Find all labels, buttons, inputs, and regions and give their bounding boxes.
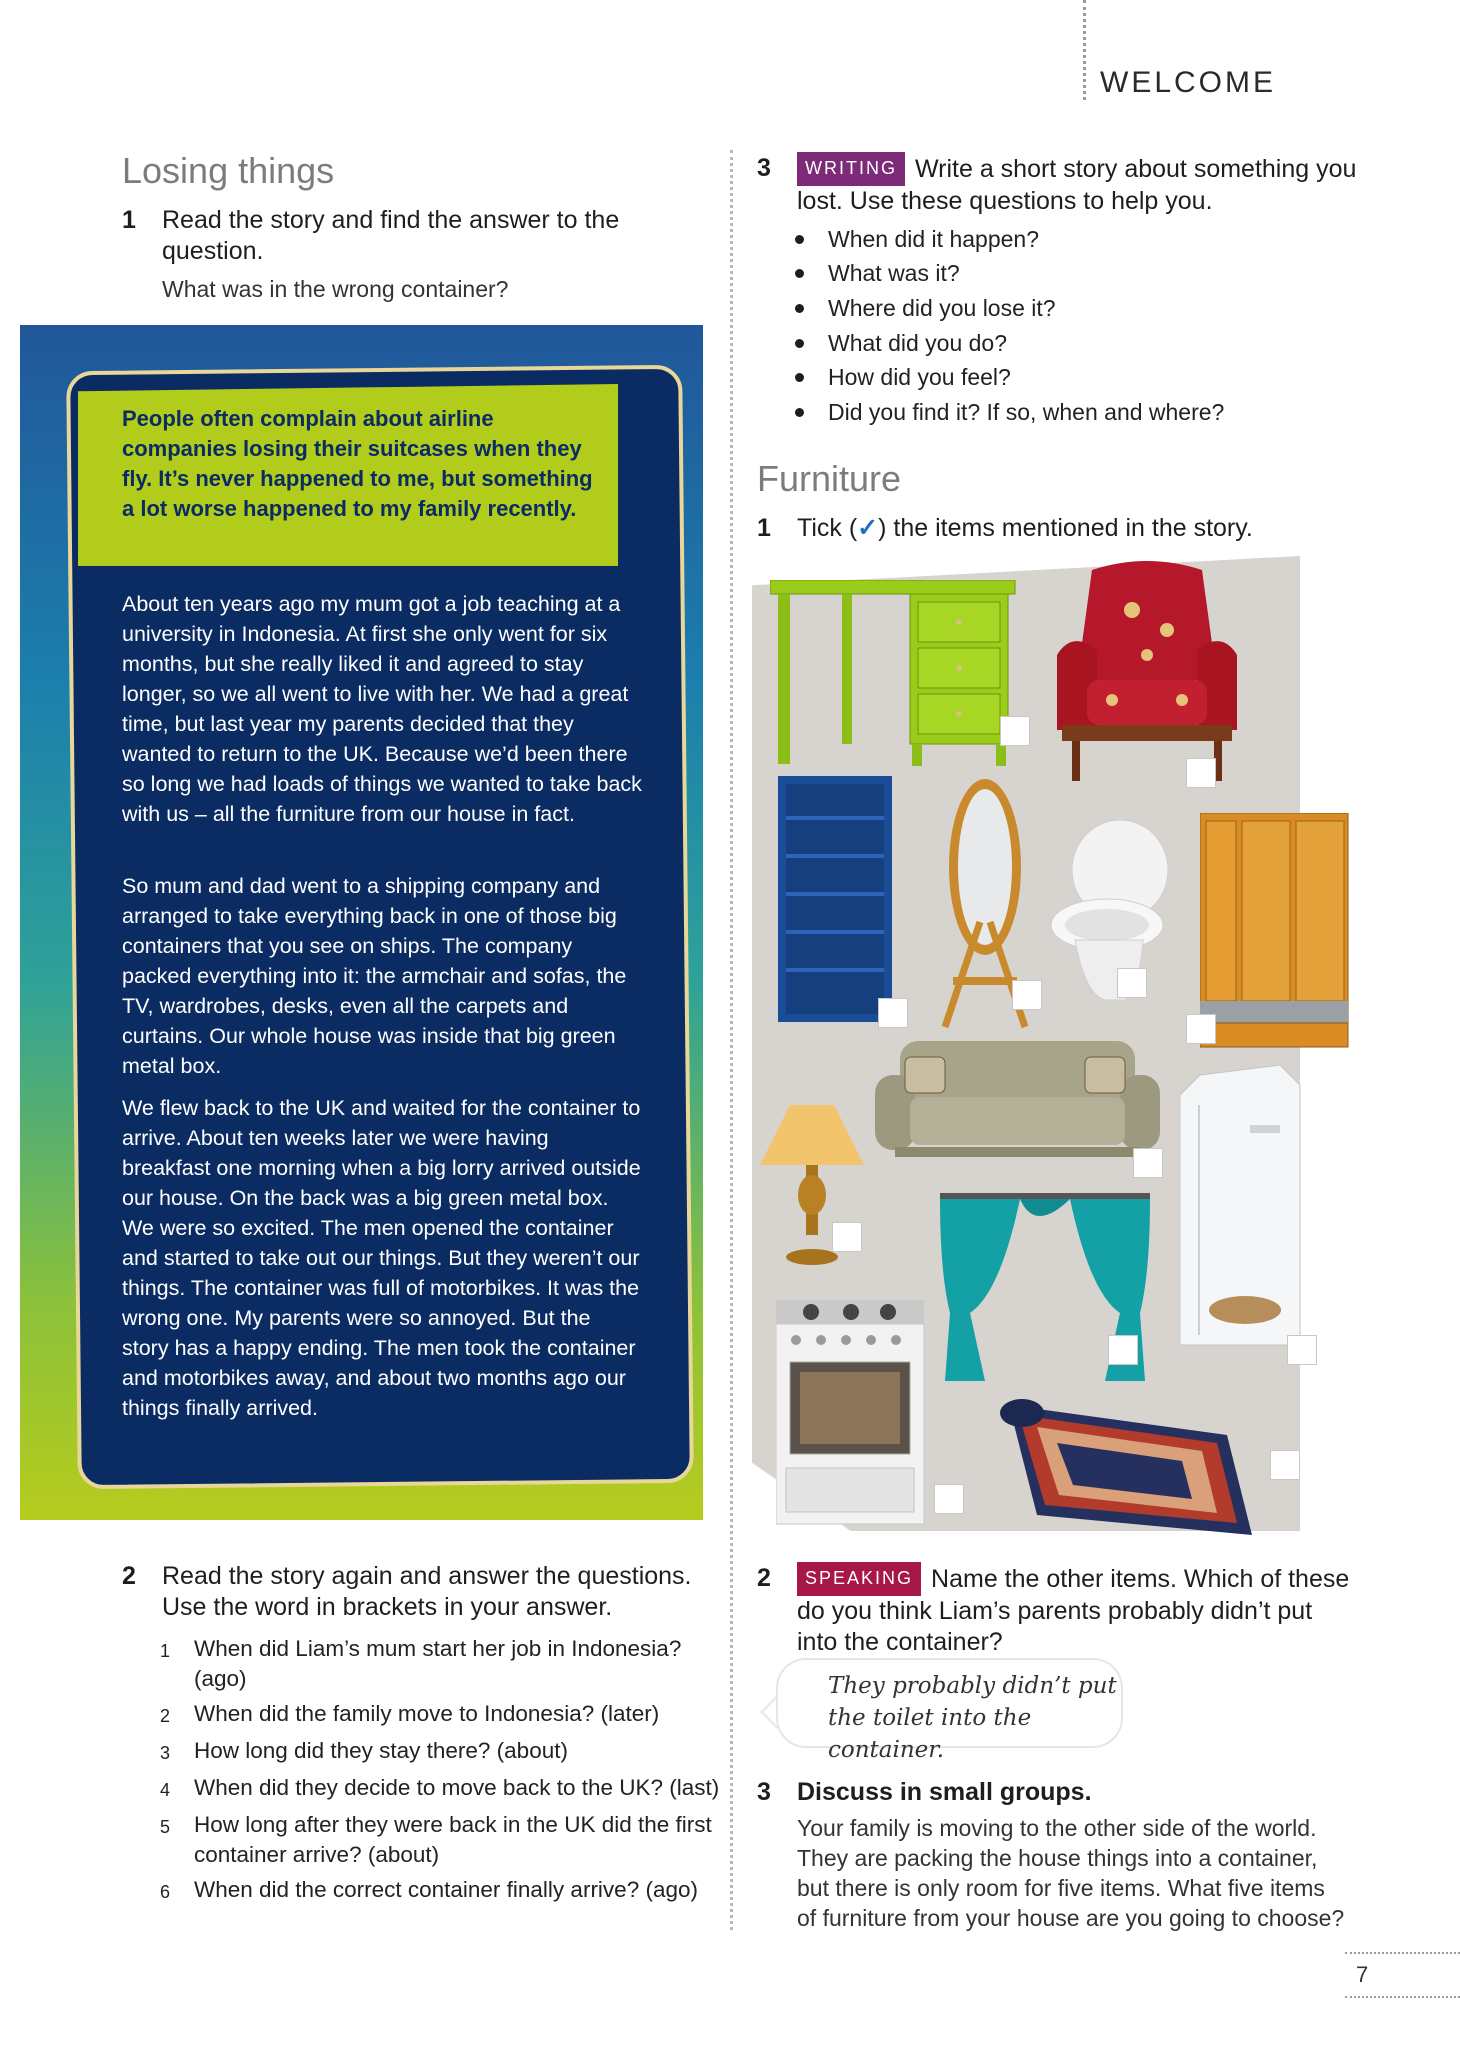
- writing-exercise-number: 3: [757, 154, 771, 182]
- story-paragraph-1: About ten years ago my mum got a job teaching at a university in Indonesia. At first she only went for six months, but she really liked it and agreed to stay longer, so we all went to live with her. We had a great time, but last year my parents decided that they wanted to return to the UK. Because we’d been there so long we had loads of things we wanted to take back with us – all the furniture from our house in fact.: [122, 592, 642, 826]
- tick-box-cooker[interactable]: [934, 1484, 964, 1514]
- shower-image: [1180, 1065, 1302, 1355]
- exercise-1-number: 1: [122, 206, 136, 234]
- header-divider: [1083, 0, 1086, 100]
- tick-box-shower[interactable]: [1287, 1335, 1317, 1365]
- tick-box-curtains[interactable]: [1108, 1335, 1138, 1365]
- speech-bubble-text: They probably didn’t put the toilet into the container.: [828, 1673, 1117, 1763]
- exercise-2-questions: [160, 1634, 720, 1912]
- tick-box-lamp[interactable]: [832, 1222, 862, 1252]
- page-number-rule-bottom: [1345, 1996, 1460, 1998]
- tick-box-desk[interactable]: [1000, 716, 1030, 746]
- exercise-1-question: What was in the wrong container?: [162, 276, 509, 302]
- story-paragraph-2: So mum and dad went to a shipping company and arranged to take everything back in one of those big containers that you see on ships. The company packed everything into it: the armchair and sofas, the TV, wardrobes, desks, even all the carpets and curtains. Our whole house was inside that big green metal box.: [122, 874, 627, 1078]
- question-item: 2 When did the family move to Indonesia? (later): [160, 1701, 660, 1726]
- list-item: Where did you lose it?: [795, 291, 1315, 326]
- bullet-icon: [795, 304, 804, 313]
- list-item: What did you do?: [795, 326, 1315, 361]
- tick-box-armchair[interactable]: [1186, 758, 1216, 788]
- tick-box-sofa[interactable]: [1133, 1148, 1163, 1178]
- bullet-icon: [795, 235, 804, 244]
- furniture-exercise-instruction: Tick (✓) the items mentioned in the story.: [797, 514, 1253, 542]
- tick-box-bookcase[interactable]: [878, 998, 908, 1028]
- bullet-icon: [795, 269, 804, 278]
- bullet-icon: [795, 339, 804, 348]
- speaking-exercise-number: 2: [757, 1564, 771, 1592]
- discuss-exercise-instruction: Discuss in small groups.: [797, 1778, 1092, 1806]
- story-intro: People often complain about airline companies losing their suitcases when they fly. It’s never happened to me, but something a lot worse happened to my family recently.: [122, 406, 593, 521]
- question-item: 4 When did they decide to move back to the UK? (last): [160, 1775, 720, 1800]
- discuss-exercise-number: 3: [757, 1778, 771, 1806]
- question-item: 1 When did Liam’s mum start her job in Indonesia? (ago): [160, 1636, 682, 1691]
- discuss-exercise-body: Your family is moving to the other side of the world. They are packing the house things into a container, but there is only room for five items. What five items of furniture from your house are you going to choose?: [797, 1815, 1345, 1931]
- page-number: 7: [1356, 1962, 1369, 1987]
- list-item: What was it?: [795, 257, 1315, 292]
- exercise-2-number: 2: [122, 1562, 136, 1590]
- question-item: 6 When did the correct container finally arrive? (ago): [160, 1877, 698, 1902]
- toilet-image: [1045, 815, 1180, 1005]
- exercise-2-instruction: Read the story again and answer the questions. Use the word in brackets in your answer.: [162, 1562, 692, 1621]
- page-number-rule-top: [1345, 1952, 1460, 1954]
- tick-box-rug[interactable]: [1270, 1450, 1300, 1480]
- writing-prompts: [795, 222, 1315, 430]
- story-paragraph-3: We flew back to the UK and waited for the container to arrive. About ten weeks later we were having breakfast one morning when a big lorry arrived outside our house. On the back was a big green metal box. We were so excited. The men opened the container and started to take out our things. But they weren’t our things. The container was full of motorbikes. It was the wrong one. My parents were so annoyed. But the story has a happy ending. The men took the container and motorbikes away, and about two months ago our things finally arrived.: [122, 1096, 641, 1420]
- bullet-icon: [795, 373, 804, 382]
- tick-box-toilet[interactable]: [1117, 968, 1147, 998]
- unit-label: WELCOME: [1100, 66, 1277, 99]
- list-item: How did you feel?: [795, 360, 1315, 395]
- rug-image: [997, 1395, 1267, 1545]
- tick-box-mirror[interactable]: [1012, 980, 1042, 1010]
- exercise-1-instruction: Read the story and find the answer to the question.: [162, 206, 620, 265]
- speaking-badge: SPEAKING: [797, 1562, 921, 1596]
- bullet-icon: [795, 408, 804, 417]
- list-item: When did it happen?: [795, 222, 1315, 257]
- section-title-losing-things: Losing things: [122, 150, 335, 191]
- desk-image: [770, 580, 1020, 770]
- wardrobe-image: [1200, 813, 1350, 1049]
- section-title-furniture: Furniture: [757, 458, 902, 499]
- tick-icon: ✓: [857, 514, 879, 542]
- cooker-image: [776, 1300, 926, 1528]
- tick-box-wardrobe[interactable]: [1186, 1014, 1216, 1044]
- armchair-image: [1052, 560, 1242, 785]
- writing-exercise-instruction: WRITING Write a short story about something you lost. Use these questions to help you.: [797, 152, 1357, 217]
- speaking-exercise-instruction: SPEAKING Name the other items. Which of these do you think Liam’s parents probably didn’t put into the container?: [797, 1562, 1357, 1658]
- question-item: 3 How long did they stay there? (about): [160, 1738, 568, 1763]
- writing-badge: WRITING: [797, 152, 905, 186]
- question-item: 5 How long after they were back in the UK did the first container arrive? (about): [160, 1812, 712, 1867]
- furniture-exercise-number: 1: [757, 514, 771, 542]
- list-item: Did you find it? If so, when and where?: [795, 395, 1315, 430]
- column-divider: [730, 150, 733, 1930]
- sofa-image: [875, 1035, 1160, 1165]
- bookcase-image: [778, 776, 896, 1026]
